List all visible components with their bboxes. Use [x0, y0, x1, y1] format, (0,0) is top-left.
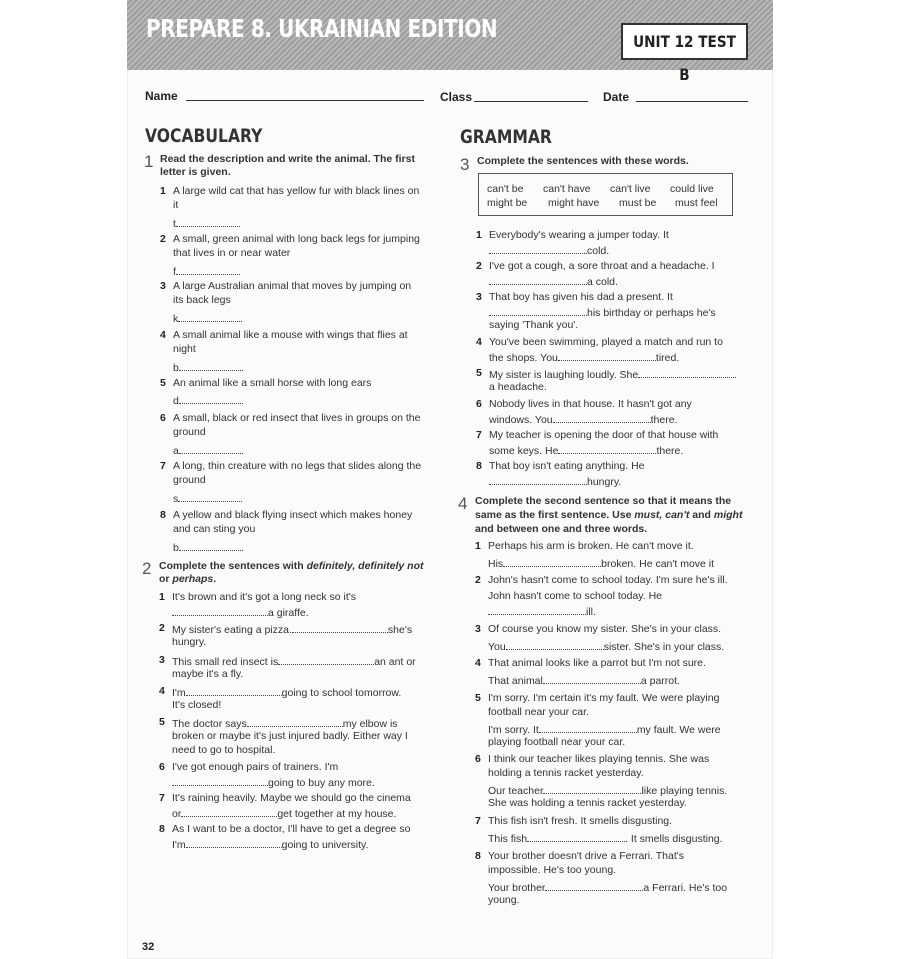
unit-badge: UNIT 12 TEST B [621, 23, 748, 60]
sentence-text: You [488, 641, 506, 653]
answer-blank[interactable] [489, 274, 587, 285]
sentence-text: a parrot. [640, 675, 680, 687]
item-number: 2 [476, 260, 482, 272]
sentence-text: some keys. He [489, 445, 559, 457]
sentence-text: This small red insect is [172, 656, 279, 668]
answer-blank[interactable] [292, 622, 388, 633]
sentence-text: You've been swimming, played a match and run to [489, 336, 723, 348]
sentence-line [488, 767, 644, 781]
exercise-1-number: 1 [144, 152, 154, 171]
item-number: 6 [160, 412, 166, 424]
sentence-text: Of course you know my sister. She's in your class. [488, 623, 722, 635]
item-number: 3 [160, 280, 166, 292]
answer-blank[interactable] [172, 605, 268, 616]
sentence-text: that lives in or near water [173, 247, 291, 259]
sentence-text: a giraffe. [268, 607, 309, 619]
sentence-line [172, 622, 412, 638]
sentence-text: A yellow and black flying insect which makes honey [173, 509, 413, 521]
sentence-line [172, 730, 408, 744]
sentence-text: It's raining heavily. Maybe we should go the cinema [172, 792, 411, 804]
sentence-line [173, 393, 243, 409]
answer-blank[interactable] [247, 716, 343, 727]
name-label: Name [145, 89, 178, 103]
sentence-text: An animal like a small horse with long ears [173, 377, 372, 389]
sentence-line [489, 291, 673, 305]
sentence-line [489, 474, 621, 490]
sentence-line [489, 260, 715, 274]
sentence-text: a [173, 445, 179, 457]
answer-blank[interactable] [543, 673, 641, 684]
sentence-text: I'm [172, 687, 186, 699]
sentence-line [172, 775, 375, 791]
sentence-line [489, 412, 678, 428]
item-number: 6 [159, 761, 165, 773]
item-number: 5 [160, 377, 166, 389]
sentence-line [488, 590, 662, 604]
sentence-text: Our teacher [488, 785, 544, 797]
date-field[interactable] [636, 101, 748, 102]
sentence-line [172, 668, 243, 682]
sentence-text: My teacher is opening the door of that house with [489, 429, 719, 441]
sentence-text: b [173, 362, 179, 374]
answer-blank[interactable] [527, 831, 625, 842]
sentence-text: I'm sorry. It [488, 724, 539, 736]
sentence-line [173, 377, 371, 391]
sentence-text: It's brown and it's got a long neck so it's [172, 591, 357, 603]
sentence-line [488, 639, 724, 655]
name-field[interactable] [186, 100, 424, 101]
sentence-line [172, 636, 206, 650]
sentence-line [488, 736, 625, 750]
sentence-line [173, 311, 242, 327]
sentence-line [173, 540, 243, 556]
item-number: 5 [159, 716, 165, 728]
sentence-text: football near your car. [488, 706, 589, 718]
answer-blank[interactable] [539, 722, 637, 733]
sentence-line [488, 556, 714, 572]
sentence-line [489, 350, 679, 366]
item-number: 2 [159, 622, 165, 634]
answer-blank[interactable] [489, 243, 587, 254]
word-option: can't have [543, 183, 591, 195]
sentence-text: my elbow is [342, 718, 398, 730]
answer-blank[interactable] [179, 393, 243, 404]
sentence-line [488, 604, 596, 620]
answer-blank[interactable] [172, 775, 268, 786]
exercise-3-instruction: Complete the sentences with these words. [477, 155, 689, 167]
answer-blank[interactable] [181, 806, 277, 817]
answer-blank[interactable] [558, 443, 656, 454]
item-number: 8 [159, 823, 165, 835]
answer-blank[interactable] [506, 639, 604, 650]
sentence-line [172, 806, 396, 822]
sentence-text: This fish isn't fresh. It smells disgusting. [488, 815, 673, 827]
item-number: 4 [476, 336, 482, 348]
sentence-text: That animal [488, 675, 543, 687]
sentence-text: I've got a cough, a sore throat and a headache. I [489, 260, 715, 272]
sentence-text: there. [656, 445, 684, 457]
sentence-text: or [172, 808, 182, 820]
exercise-2-instruction: Complete the sentences with definitely, definitely not [159, 560, 424, 572]
sentence-text: hungry. [172, 636, 207, 648]
sentence-line [489, 381, 547, 395]
item-number: 3 [476, 291, 482, 303]
sentence-line [488, 753, 709, 767]
answer-blank[interactable] [176, 216, 240, 227]
sentence-text: impossible. He's too young. [488, 864, 617, 876]
answer-blank[interactable] [179, 443, 243, 454]
exercise-3-number: 3 [460, 155, 470, 174]
answer-blank[interactable] [186, 685, 282, 696]
vocabulary-heading: VOCABULARY [145, 125, 263, 147]
grammar-heading: GRAMMAR [460, 126, 552, 148]
sentence-text: A small, green animal with long back legs for jumping [173, 233, 420, 245]
sentence-text: That animal looks like a parrot but I'm not sure. [488, 657, 706, 669]
sentence-text: maybe it's a fly. [172, 668, 244, 680]
sentence-text: I'm sorry. I'm certain it's my fault. We were playing [488, 692, 720, 704]
sentence-text: Your brother [488, 882, 546, 894]
sentence-line [488, 623, 721, 637]
exercise-2-instruction-cont: or perhaps. [159, 573, 217, 585]
answer-blank[interactable] [176, 264, 240, 275]
sentence-line [488, 815, 672, 829]
item-number: 6 [476, 398, 482, 410]
sentence-line [172, 837, 368, 853]
class-field[interactable] [474, 101, 588, 102]
sentence-text: As I want to be a doctor, I'll have to get a degree so [172, 823, 411, 835]
sentence-text: That boy has given his dad a present. It [489, 291, 673, 303]
sentence-text: I think our teacher likes playing tennis. She was [488, 753, 710, 765]
sentence-line [488, 706, 589, 720]
answer-blank[interactable] [179, 360, 243, 371]
sentence-line [172, 605, 309, 621]
sentence-line [173, 509, 412, 523]
sentence-line [488, 894, 520, 908]
exercise-2-number: 2 [142, 559, 152, 578]
page-number: 32 [142, 941, 155, 953]
sentence-text: a cold. [587, 276, 618, 288]
sentence-line [173, 443, 243, 459]
answer-blank[interactable] [186, 837, 282, 848]
sentence-line [489, 460, 645, 474]
sentence-line [489, 398, 692, 412]
answer-blank[interactable] [545, 880, 643, 891]
sentence-line [173, 523, 255, 537]
item-number: 4 [475, 657, 481, 669]
sentence-text: My sister's eating a pizza. [172, 624, 292, 636]
exercise-1-instruction: Read the description and write the animal. The first [160, 153, 415, 165]
answer-blank[interactable] [179, 540, 243, 551]
item-number: 8 [476, 460, 482, 472]
answer-blank[interactable] [558, 350, 656, 361]
sentence-line [489, 429, 718, 443]
exercise-4-instruction-cont: same as the first sentence. Use must, can't and might [475, 509, 743, 521]
word-option: must feel [675, 197, 718, 209]
sentence-text: A long, thin creature with no legs that slides along the [173, 460, 422, 472]
sentence-text: John's hasn't come to school today. I'm sure he's ill. [488, 574, 728, 586]
sentence-line [173, 329, 408, 343]
sentence-text: s [173, 493, 179, 505]
sentence-text: Your brother doesn't drive a Ferrari. That's [488, 850, 685, 862]
sentence-text: going to school tomorrow. [281, 687, 402, 699]
sentence-line [489, 274, 618, 290]
sentence-text: his birthday or perhaps he's [587, 307, 716, 319]
sentence-text: A small, black or red insect that lives in groups on the [173, 412, 421, 424]
answer-blank[interactable] [178, 311, 242, 322]
sentence-text: an ant or [374, 656, 416, 668]
class-label: Class [440, 90, 473, 104]
exercise-4-instruction: Complete the second sentence so that it means the [475, 495, 732, 507]
sentence-text: The doctor says [172, 718, 247, 730]
word-option: might have [548, 197, 600, 209]
item-number: 5 [476, 367, 482, 379]
sentence-line [172, 591, 356, 605]
sentence-text: playing football near your car. [488, 736, 626, 748]
word-option: can't live [610, 183, 651, 195]
sentence-text: a headache. [489, 381, 547, 393]
page-title: PREPARE 8. UKRAINIAN EDITION [146, 14, 498, 43]
sentence-text: need to go to hospital. [172, 744, 276, 756]
item-number: 7 [475, 815, 481, 827]
sentence-line [488, 574, 728, 588]
sentence-text: She was holding a tennis racket yesterday. [488, 797, 687, 809]
sentence-line [173, 199, 178, 213]
item-number: 8 [160, 509, 166, 521]
sentence-text: broken or maybe it's just injured badly. Either way I [172, 730, 408, 742]
sentence-text: Everybody's wearing a jumper today. It [489, 229, 669, 241]
sentence-line [173, 280, 411, 294]
sentence-text: my fault. We were [636, 724, 721, 736]
sentence-text: cold. [587, 245, 610, 257]
item-number: 4 [160, 329, 166, 341]
sentence-line [173, 426, 206, 440]
sentence-line [173, 491, 242, 507]
sentence-text: A large wild cat that has yellow fur with black lines on [173, 185, 420, 197]
sentence-text: get together at my house. [277, 808, 397, 820]
item-number: 8 [475, 850, 481, 862]
sentence-text: broken. He can't move it [601, 558, 715, 570]
item-number: 2 [475, 574, 481, 586]
sentence-line [173, 343, 196, 357]
sentence-line [173, 460, 421, 474]
sentence-text: k [173, 313, 179, 325]
sentence-line [173, 247, 290, 261]
sentence-text: That boy isn't eating anything. He [489, 460, 645, 472]
sentence-line [488, 880, 727, 896]
sentence-text: young. [488, 894, 520, 906]
answer-blank[interactable] [278, 654, 374, 665]
item-number: 1 [159, 591, 165, 603]
item-number: 3 [475, 623, 481, 635]
sentence-text: His [488, 558, 504, 570]
sentence-line [172, 699, 221, 713]
sentence-line [172, 744, 275, 758]
answer-blank[interactable] [543, 783, 641, 794]
item-number: 1 [475, 540, 481, 552]
answer-blank[interactable] [503, 556, 601, 567]
sentence-text: there. [650, 414, 678, 426]
sentence-line [488, 692, 719, 706]
sentence-text: b [173, 542, 179, 554]
sentence-text: going to university. [281, 839, 369, 851]
answer-blank[interactable] [489, 474, 587, 485]
item-number: 6 [475, 753, 481, 765]
sentence-line [489, 336, 723, 350]
item-number: 7 [159, 792, 165, 804]
sentence-text: and can sting you [173, 523, 256, 535]
sentence-text: t [173, 218, 176, 230]
sentence-text: the shops. You [489, 352, 558, 364]
sentence-text: ground [173, 474, 206, 486]
answer-blank[interactable] [553, 412, 651, 423]
item-number: 3 [159, 654, 165, 666]
sentence-line [172, 761, 338, 775]
sentence-line [173, 474, 206, 488]
sentence-line [173, 216, 240, 232]
sentence-line [488, 831, 723, 847]
sentence-line [172, 792, 411, 806]
sentence-line [489, 443, 683, 459]
sentence-line [173, 360, 243, 376]
sentence-line [173, 264, 240, 280]
sentence-text: I've got enough pairs of trainers. I'm [172, 761, 339, 773]
sentence-text: its back legs [173, 294, 231, 306]
sentence-text: ground [173, 426, 206, 438]
sentence-text: I'm [172, 839, 186, 851]
answer-blank[interactable] [638, 367, 736, 378]
sentence-text: sister. She's in your class. [603, 641, 725, 653]
sentence-text: A small animal like a mouse with wings that flies at [173, 329, 408, 341]
word-option: must be [619, 197, 657, 209]
sentence-line [489, 243, 609, 259]
sentence-text: My sister is laughing loudly. She [489, 369, 639, 381]
sentence-line [488, 657, 706, 671]
sentence-text: ill. [586, 606, 596, 618]
item-number: 7 [160, 460, 166, 472]
sentence-text: f [173, 266, 176, 278]
sentence-text: A large Australian animal that moves by jumping on [173, 280, 412, 292]
exercise-1-instruction-cont: letter is given. [160, 166, 231, 178]
word-option: could live [670, 183, 714, 195]
sentence-text: it [173, 199, 179, 211]
sentence-line [489, 319, 578, 333]
sentence-text: like playing tennis. [641, 785, 728, 797]
item-number: 5 [475, 692, 481, 704]
sentence-text: Nobody lives in that house. It hasn't got any [489, 398, 692, 410]
sentence-line [488, 850, 684, 864]
sentence-line [173, 185, 419, 199]
item-number: 7 [476, 429, 482, 441]
sentence-line [173, 233, 420, 247]
sentence-text: going to buy any more. [268, 777, 375, 789]
sentence-text: tired. [655, 352, 680, 364]
sentence-line [489, 229, 669, 243]
answer-blank[interactable] [488, 604, 586, 615]
date-label: Date [603, 90, 630, 104]
sentence-text: d [173, 395, 179, 407]
sentence-line [172, 823, 410, 837]
item-number: 2 [160, 233, 166, 245]
word-option: might be [487, 197, 528, 209]
sentence-line [173, 412, 420, 426]
item-number: 1 [476, 229, 482, 241]
exercise-4-number: 4 [458, 494, 468, 513]
sentence-text: It's closed! [172, 699, 222, 711]
exercise-4-instruction-end: and between one and three words. [475, 523, 648, 535]
sentence-text: holding a tennis racket yesterday. [488, 767, 644, 779]
answer-blank[interactable] [489, 305, 587, 316]
item-number: 4 [159, 685, 165, 697]
sentence-line [488, 540, 694, 554]
sentence-text: hungry. [587, 476, 622, 488]
sentence-text: a Ferrari. He's too [643, 882, 728, 894]
sentence-text: saying 'Thank you'. [489, 319, 579, 331]
sentence-text: John hasn't come to school today. He [488, 590, 662, 602]
answer-blank[interactable] [178, 491, 242, 502]
sentence-text: night [173, 343, 196, 355]
item-number: 1 [160, 185, 166, 197]
sentence-line [488, 864, 616, 878]
sentence-text: Perhaps his arm is broken. He can't move it. [488, 540, 694, 552]
sentence-text: . It smells disgusting. [625, 833, 723, 845]
sentence-line [488, 673, 680, 689]
sentence-line [173, 294, 231, 308]
sentence-text: windows. You [489, 414, 553, 426]
sentence-text: This fish [488, 833, 528, 845]
word-option: can't be [487, 183, 524, 195]
sentence-text: she's [387, 624, 413, 636]
sentence-line [488, 797, 687, 811]
